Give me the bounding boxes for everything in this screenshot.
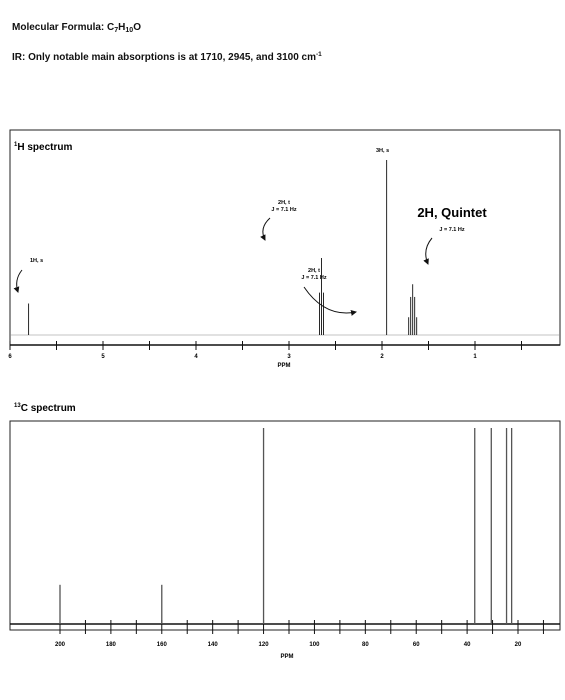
h-annotation-2h-t-b: 2H, t	[308, 268, 320, 274]
c-tick-label: 80	[361, 642, 369, 648]
c-tick-label: 40	[463, 642, 471, 648]
h-annotation-j-a: J = 7.1 Hz	[271, 207, 297, 213]
h-tick-label: 1	[473, 354, 477, 360]
formula-hydrogen: H	[118, 22, 126, 33]
h-annotation-j-quintet: J = 7.1 Hz	[439, 227, 465, 233]
c-spectrum-title: $^{13}$C spectrum	[14, 403, 76, 414]
formula-carbon-count: 7	[114, 27, 119, 34]
h-x-axis-label: PPM	[277, 363, 291, 369]
formula-label: Molecular Formula:	[12, 22, 108, 33]
h-tick-labels	[8, 354, 477, 360]
c-spectrum-frame	[10, 421, 560, 630]
c-tick-labels	[55, 642, 522, 648]
c-x-axis-label: PPM	[280, 654, 294, 660]
h-annotation-2h-t-a: 2H, t	[278, 200, 290, 206]
c-tick-label: 180	[105, 642, 116, 648]
ir-text: IR: Only notable main absorptions is at 1710, 2945, and 3100 cm	[12, 52, 316, 63]
h-peaks	[10, 160, 560, 335]
c-tick-label: 120	[258, 642, 269, 648]
c-tick-label: 60	[412, 642, 420, 648]
c-nmr-panel	[10, 403, 560, 660]
c-tick-label: 200	[54, 642, 66, 648]
c-tick-label: 160	[156, 642, 167, 648]
h-tick-label: 4	[194, 354, 198, 360]
ir-unit-superscript: -1	[316, 51, 322, 58]
h-annotation-3h-s: 3H, s	[376, 148, 390, 154]
c-tick-label: 100	[309, 642, 320, 648]
h-tick-label: 3	[287, 354, 291, 360]
h-annotation-arrow-3	[304, 287, 356, 313]
c-tick-label: 140	[207, 642, 218, 648]
h-spectrum-frame	[10, 130, 560, 345]
formula-carbon: C	[107, 22, 115, 33]
h-spectrum-title: $^1$H spectrum	[14, 142, 73, 153]
formula-hydrogen-count: 10	[125, 27, 134, 34]
c-peaks	[60, 428, 512, 624]
h-tick-label: 5	[101, 354, 105, 360]
h-annotation-j-b: J = 7.1 Hz	[301, 275, 327, 281]
h-tick-label: 2	[380, 354, 384, 360]
h-tick-label: 6	[8, 354, 12, 360]
h-annotation-1h-s: 1H, s	[30, 258, 44, 264]
h-nmr-panel	[8, 130, 560, 369]
h-annotation-arrow-2	[263, 218, 270, 240]
h-annotation-arrow-4	[426, 238, 432, 264]
c-tick-label: 20	[514, 642, 522, 648]
c-minor-ticks	[60, 620, 543, 634]
h-annotation-arrow-1	[17, 270, 22, 292]
h-annotation-quintet: 2H, Quintet	[417, 205, 487, 220]
formula-oxygen: O	[133, 22, 141, 33]
